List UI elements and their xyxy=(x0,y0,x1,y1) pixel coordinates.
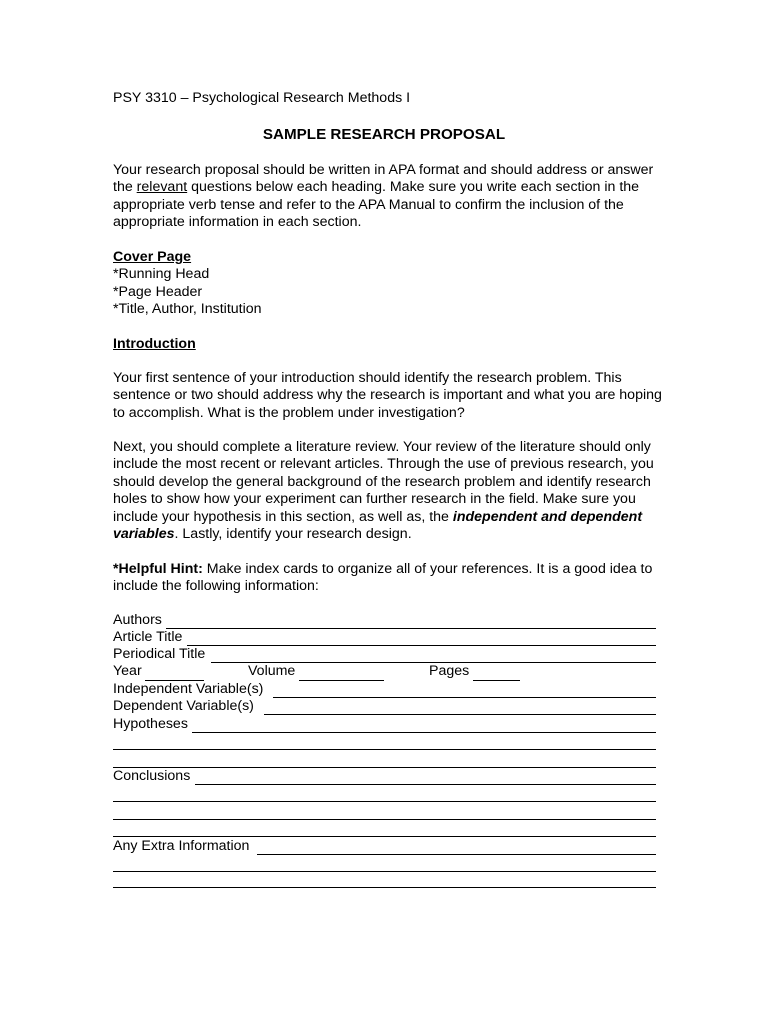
paragraph-line: include the most recent or relevant articles. Through the use of previous research, you xyxy=(113,456,654,473)
extra-information-label: Any Extra Information xyxy=(113,838,250,854)
independent-variable-field[interactable] xyxy=(273,697,656,698)
conclusions-field-line[interactable] xyxy=(113,801,656,802)
hypotheses-label: Hypotheses xyxy=(113,716,188,732)
paragraph-line: should develop the general background of the research problem and identify research xyxy=(113,473,651,490)
intro-paragraph xyxy=(113,162,703,232)
intro-line: Your research proposal should be written in APA format and should address or answer xyxy=(113,162,654,178)
authors-field[interactable] xyxy=(166,628,656,629)
article-title-label: Article Title xyxy=(113,629,183,645)
hypotheses-field[interactable] xyxy=(192,732,656,733)
independent-variable-label: Independent Variable(s) xyxy=(113,681,264,697)
conclusions-field[interactable] xyxy=(195,784,656,785)
introduction-heading: Introduction xyxy=(113,336,196,352)
extra-information-field-line[interactable] xyxy=(113,887,656,888)
cover-page-section xyxy=(113,249,703,319)
cover-item: *Title, Author, Institution xyxy=(113,301,262,318)
intro-line: the relevant questions below each heading. Make sure you write each section in the xyxy=(113,179,640,196)
periodical-title-label: Periodical Title xyxy=(113,646,206,662)
cover-item: *Page Header xyxy=(113,283,203,300)
cover-page-heading: Cover Page xyxy=(113,249,192,265)
cover-item: *Running Head xyxy=(113,266,210,283)
iv-dv-emphasis: independent and dependent xyxy=(452,508,643,525)
volume-label: Volume xyxy=(248,663,296,679)
intro-line: appropriate information in each section. xyxy=(113,214,362,231)
paragraph-line: sentence or two should address why the research is important and what you are hoping xyxy=(113,387,662,404)
authors-label: Authors xyxy=(113,612,162,628)
volume-field[interactable] xyxy=(299,680,384,681)
paragraph-line: variables. Lastly, identify your research design. xyxy=(113,526,412,543)
paragraph-line: to accomplish. What is the problem under investigation? xyxy=(113,404,465,421)
paragraph-line: include your hypothesis in this section, as well as, the independent and dependent xyxy=(113,508,643,525)
dependent-variable-field[interactable] xyxy=(264,714,656,715)
document-title: SAMPLE RESEARCH PROPOSAL xyxy=(262,126,506,143)
conclusions-field-line[interactable] xyxy=(113,819,656,820)
article-title-field[interactable] xyxy=(187,645,656,646)
paragraph-line: holes to show how your experiment can further research in the field. Make sure you xyxy=(113,491,636,508)
conclusions-field-line[interactable] xyxy=(113,836,656,837)
dependent-variable-label: Dependent Variable(s) xyxy=(113,698,254,714)
hypotheses-field-line[interactable] xyxy=(113,749,656,750)
intro-line: appropriate verb tense and refer to the APA Manual to confirm the inclusion of the xyxy=(113,196,624,213)
year-label: Year xyxy=(113,663,142,679)
hint-line: include the following information: xyxy=(113,578,319,595)
conclusions-label: Conclusions xyxy=(113,768,191,784)
hypotheses-field-line[interactable] xyxy=(113,767,656,768)
hint-label: Helpful Hint: xyxy=(118,561,203,577)
hint-line: *Helpful Hint: Make index cards to organize all of your references. It is a good idea to xyxy=(113,561,653,577)
introduction-paragraph-2 xyxy=(113,439,703,543)
pages-label: Pages xyxy=(429,663,470,679)
introduction-paragraph-1 xyxy=(113,370,703,422)
extra-information-field-line[interactable] xyxy=(113,871,656,872)
pages-field[interactable] xyxy=(473,680,520,681)
extra-information-field[interactable] xyxy=(257,854,656,855)
variables-emphasis: variables xyxy=(113,526,175,543)
relevant-word: relevant xyxy=(136,179,188,196)
helpful-hint xyxy=(113,561,703,596)
paragraph-line: Your first sentence of your introduction should identify the research problem. This xyxy=(113,370,622,386)
paragraph-line: Next, you should complete a literature review. Your review of the literature should only xyxy=(113,439,651,455)
course-line: PSY 3310 – Psychological Research Methods I xyxy=(113,90,411,106)
